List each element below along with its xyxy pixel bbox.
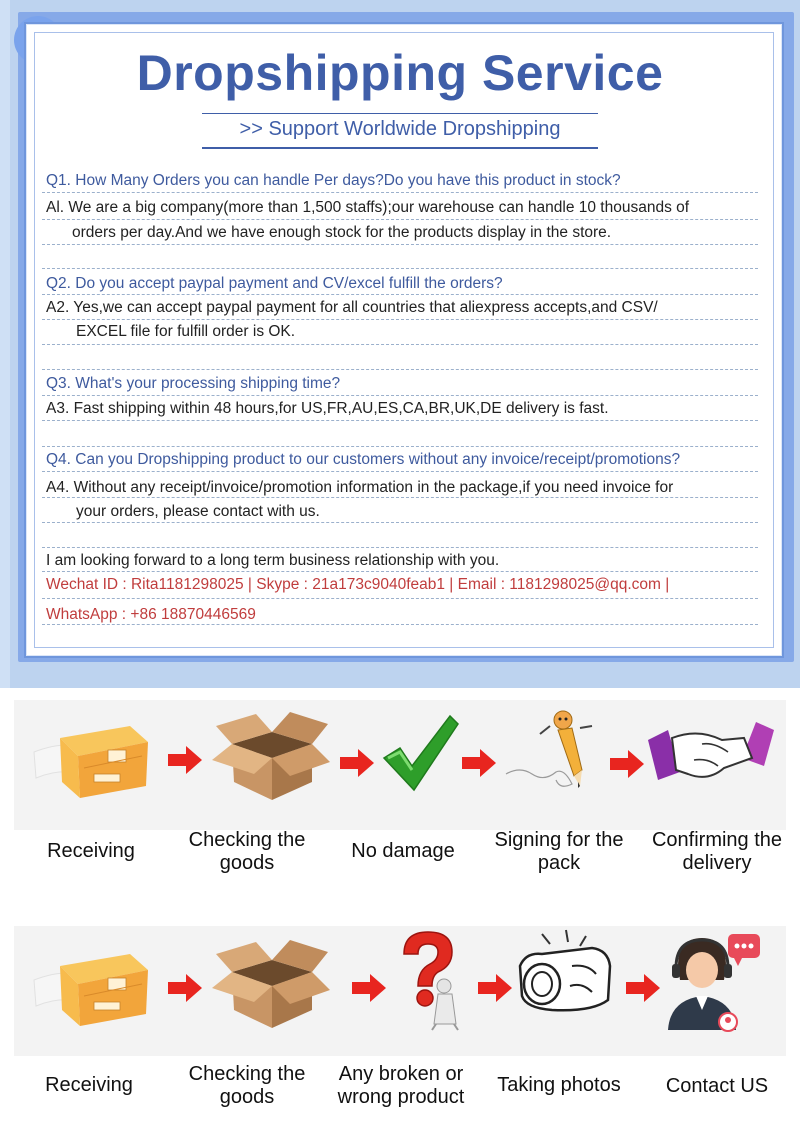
divider	[42, 369, 758, 370]
arrow-right-icon	[168, 746, 202, 774]
divider	[42, 471, 758, 472]
page-subtitle: >> Support Worldwide Dropshipping	[239, 118, 561, 140]
divider	[42, 294, 758, 295]
step-label: Checking the goods	[188, 1063, 306, 1108]
divider	[42, 446, 758, 447]
divider	[42, 244, 758, 245]
checkmark-icon	[380, 712, 460, 794]
divider	[42, 624, 758, 625]
box-icon	[30, 712, 154, 804]
divider	[42, 598, 758, 599]
arrow-right-icon	[462, 749, 496, 777]
divider	[42, 547, 758, 548]
handshake-icon	[648, 718, 774, 790]
answer-4-line-2: your orders, please contact with us.	[76, 503, 320, 520]
left-accent-band	[0, 0, 10, 688]
arrow-right-icon	[610, 750, 644, 778]
answer-1-line-2: orders per day.And we have enough stock for the products display in the store.	[72, 224, 612, 241]
divider	[42, 268, 758, 269]
arrow-right-icon	[340, 749, 374, 777]
step-label: Contact US	[665, 1075, 769, 1097]
question-4: Q4. Can you Dropshipping product to our customers without any invoice/receipt/promotions?	[46, 451, 681, 468]
divider	[42, 395, 758, 396]
camera-icon	[512, 926, 616, 1022]
subtitle-underline	[202, 147, 598, 149]
divider	[42, 497, 758, 498]
arrow-right-icon	[626, 974, 660, 1002]
step-label: Receiving	[47, 840, 135, 862]
answer-2-line-2: EXCEL file for fulfill order is OK.	[76, 323, 296, 340]
step-label: Signing for the pack	[494, 829, 624, 874]
open-box-icon	[212, 708, 332, 802]
divider	[42, 319, 758, 320]
step-label: Receiving	[45, 1074, 133, 1096]
pencil-signature-icon	[500, 708, 600, 798]
support-agent-icon	[664, 930, 764, 1032]
divider	[42, 192, 758, 193]
answer-3-line-1: A3. Fast shipping within 48 hours,for US,FR,AU,ES,CA,BR,UK,DE delivery is fast.	[46, 400, 609, 417]
step-label: No damage	[351, 840, 455, 862]
arrow-right-icon	[168, 974, 202, 1002]
closing-message: I am looking forward to a long term business relationship with you.	[46, 552, 500, 569]
arrow-right-icon	[478, 974, 512, 1002]
answer-1-line-1: Al. We are a big company(more than 1,500 staffs);our warehouse can handle 10 thousands of	[46, 199, 690, 216]
contact-info-line-2: WhatsApp : +86 18870446569	[46, 606, 256, 623]
contact-info-line-1: Wechat ID : Rita1181298025 | Skype : 21a173c9040feab1 | Email : 1181298025@qq.com |	[46, 576, 670, 593]
divider	[42, 219, 758, 220]
divider	[42, 344, 758, 345]
step-label: Checking the goods	[188, 829, 306, 874]
step-label: Any broken or wrong product	[337, 1063, 465, 1108]
title-underline	[202, 113, 598, 114]
arrow-right-icon	[352, 974, 386, 1002]
step-label: Taking photos	[497, 1074, 621, 1096]
box-icon	[30, 940, 154, 1032]
page-title: Dropshipping Service	[136, 45, 664, 101]
answer-2-line-1: A2. Yes,we can accept paypal payment for all countries that aliexpress accepts,and CSV/	[46, 299, 658, 316]
question-1: Q1. How Many Orders you can handle Per days?Do you have this product in stock?	[46, 172, 621, 189]
divider	[42, 522, 758, 523]
question-mark-icon	[394, 928, 470, 1032]
step-label: Confirming the delivery	[651, 829, 783, 874]
divider	[42, 420, 758, 421]
divider	[42, 571, 758, 572]
question-3: Q3. What's your processing shipping time?	[46, 375, 341, 392]
open-box-icon	[212, 936, 332, 1030]
answer-4-line-1: A4. Without any receipt/invoice/promotion information in the package,if you need invoice for	[46, 479, 674, 496]
question-2: Q2. Do you accept paypal payment and CV/excel fulfill the orders?	[46, 275, 503, 292]
